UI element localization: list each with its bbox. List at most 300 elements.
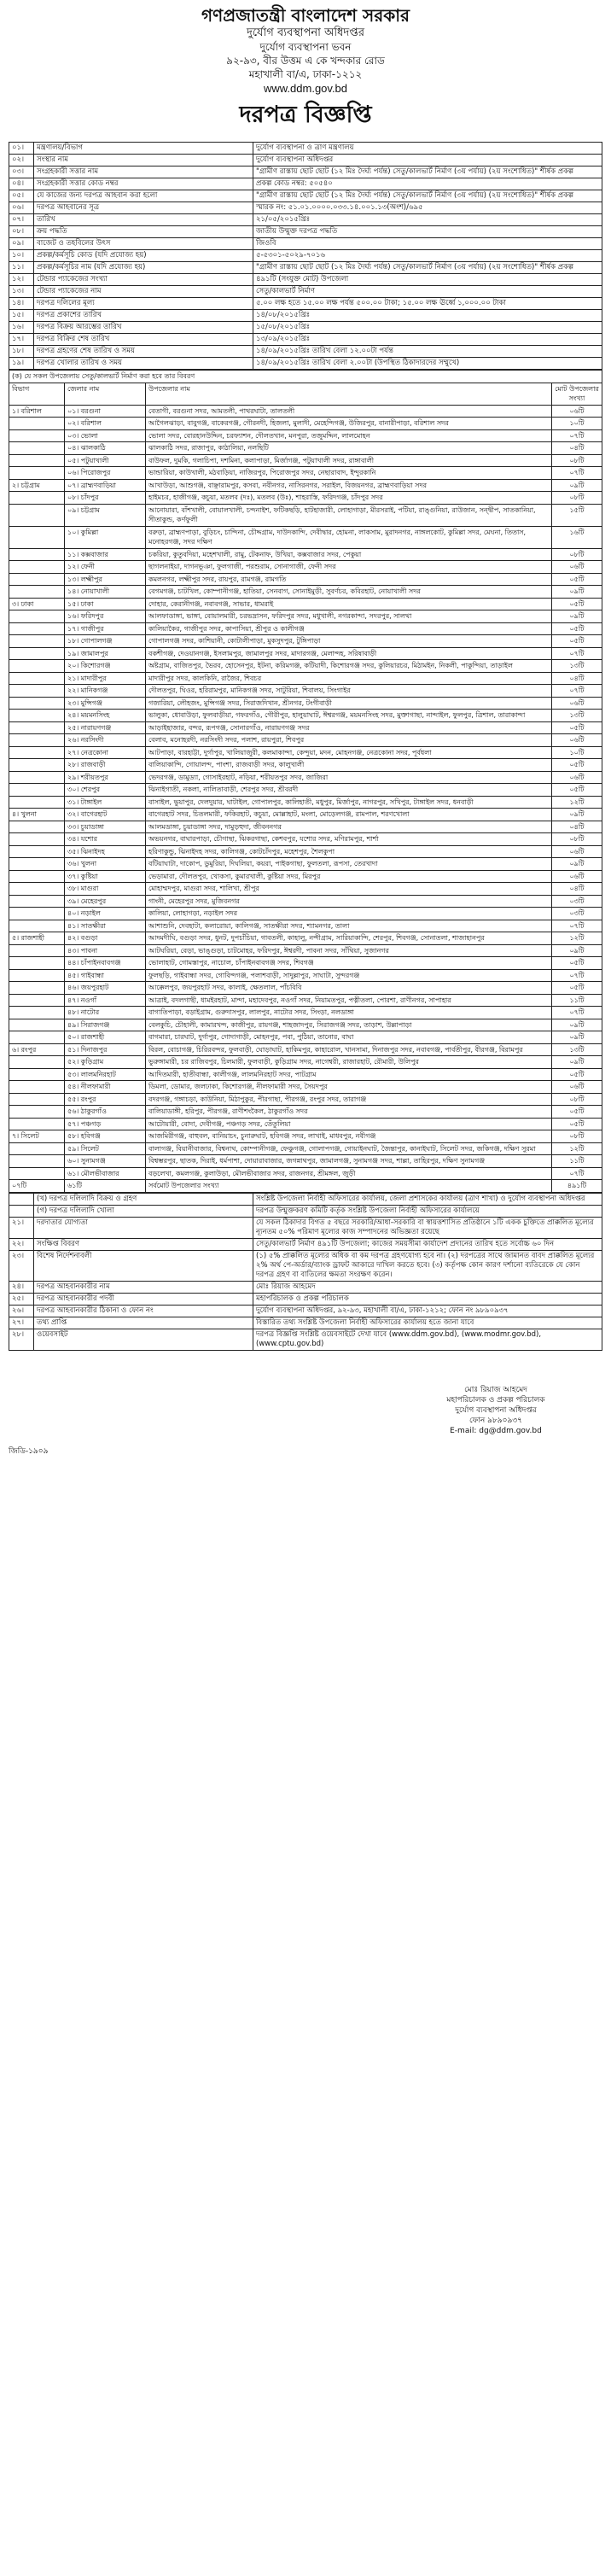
signer-email[interactable]: E-mail: dg@ddm.gov.bd [450,1426,542,1435]
district-row [9,1081,602,1094]
district-cell: ৪৬। জয়পুরহাট [65,982,146,995]
upazila-cell: মোহাম্মদপুর, মাগুরা সদর, শালিখা, শ্রীপুর [146,883,552,896]
upazila-cell: ঝালকাঠি সদর, রাজাপুর, কাঠালিয়া, নলছিটি [146,442,552,455]
section-note: (ক) যে সকল উপজেলায় সেতু/কালভার্ট নির্মাণ করা হবে তার বিবরণ [9,371,602,383]
count-cell: ০৭টি [552,1167,602,1180]
info-row [9,238,602,250]
count-cell: ০৫টি [552,1068,602,1081]
count-cell: ১২টি [552,796,602,809]
district-row [9,1043,602,1056]
terms-value: দুর্যোগ ব্যবস্থাপনা অধিদপ্তর, ৯২-৯৩, মহাখালী বা/এ, ঢাকা-১২১২; ফোন নং ৯৮৯০৯৩৭ [253,1305,602,1317]
info-label: টেন্ডার প্যাকেজের সংখ্যা [34,274,253,286]
district-cell: ২০। কিশোরগঞ্জ [65,660,146,673]
terms-label: দরপত্র আহবানকারীর ঠিকানা ও ফোন নং [34,1305,253,1317]
district-row [9,418,602,430]
district-cell: ০৩। ভোলা [65,429,146,442]
info-no: ১০। [9,250,34,262]
division-cell [9,635,65,648]
district-row [9,647,602,660]
district-row [9,845,602,858]
upazila-cell: বিশ্বম্ভরপুর, ছাতক, দিরাই, ধর্মপাশা, দোয়ারাবাজার, জগন্নাথপুর, জামালগঞ্জ, সুনামগঞ্জ সদর, শাল্লা, তাহিরপুর, দক্ষিণ সুনামগঞ্জ [146,1155,552,1168]
upazila-cell: দোহার, কেরানীগঞ্জ, নবাবগঞ্জ, সাভার, ধামরাই [146,598,552,610]
division-cell [9,697,65,710]
district-cell: ৫৩। লালমনিরহাট [65,1068,146,1081]
district-row [9,598,602,610]
upazila-cell: বাগেরহাট সদর, চিতলমারী, ফকিরহাট, কচুয়া, মোল্লাহাট, মংলা, মোড়েলগঞ্জ, রামপাল, শরণখোলা [146,809,552,821]
upazila-cell: আজমিরীগঞ্জ, বাহুবল, বানিয়াচং, চুনারুঘাট, হবিগঞ্জ সদর, লাখাই, মাধবপুর, নবীগঞ্জ [146,1130,552,1143]
district-row [9,932,602,945]
count-cell: ১০টি [552,746,602,759]
upazila-cell: অষ্টগ্রাম, বাজিতপুর, ভৈরব, হোসেনপুর, ইটনা, করিমগঞ্জ, কটিয়াদী, কিশোরগঞ্জ সদর, কুলিয়ারচর, মিঠামইন, নিকলী, পাকুন্দিয়া, তাড়াইল [146,660,552,673]
district-row [9,548,602,561]
count-cell: ০৯টি [552,1019,602,1031]
terms-value: দরপত্র উন্মুক্তকরণ কমিটি কর্তৃক সংশ্লিষ্ট উপজেলা নির্বাহী অফিসারের কার্যালয়ে [253,1205,602,1217]
district-cell: ৪২। বগুড়া [65,932,146,945]
upazila-cell: কালিয়া, লোহাগড়া, নড়াইল সদর [146,908,552,920]
upazila-cell: ডিমলা, ডোমার, জলঢাকা, কিশোরগঞ্জ, নীলফামারী সদর, সৈয়দপুর [146,1081,552,1094]
division-cell [9,1155,65,1168]
info-label: দরপত্র খোলার তারিখ ও সময় [34,358,253,370]
division-cell [9,969,65,982]
info-no: ১১। [9,262,34,274]
terms-row [9,1205,602,1217]
footer [9,1445,602,1457]
district-row [9,1155,602,1168]
district-row [9,908,602,920]
division-cell [9,1106,65,1119]
count-cell: ০৫টি [552,784,602,797]
district-cell: ৫৫। রংপুর [65,1093,146,1106]
district-cell: ১৭। গাজীপুর [65,622,146,635]
district-row [9,492,602,505]
info-row [9,226,602,238]
district-row [9,994,602,1007]
district-row [9,883,602,896]
upazila-cell: আগৈলঝাড়া, বাবুগঞ্জ, বাকেরগঞ্জ, গৌরনদী, হিজলা, মুলাদী, মেহেন্দিগঞ্জ, উজিরপুর, বানারীপাড়া, বরিশাল সদর [146,418,552,430]
upazila-cell: আটোয়ারী, বোদা, দেবীগঞ্জ, পঞ্চগড় সদর, তেঁতুলিয়া [146,1118,552,1130]
info-no: ১৭। [9,334,34,346]
count-cell: ০৫টি [552,1106,602,1119]
info-label: সংস্থার নাম [34,155,253,166]
district-row [9,660,602,673]
terms-value: মোঃ রিয়াজ আহমেদ [253,1281,602,1293]
info-label: সংগ্রহকারী সত্তার কোড নম্বর [34,178,253,190]
upazila-cell: বেতাগী, বরগুনা সদর, আমতলী, পাথরঘাটা, তালতলী [146,405,552,418]
terms-table [9,1193,602,1351]
upazila-cell: ফুলছড়ি, গাইবান্ধা সদর, গোবিন্দগঞ্জ, পলাশবাড়ী, সাদুল্লাপুর, সাঘাটা, সুন্দরগঞ্জ [146,969,552,982]
letterhead [9,5,602,130]
upazila-cell: চকরিয়া, কুতুবদিয়া, মহেশখালী, রামু, টেকনাফ, উখিয়া, কক্সবাজার সদর, পেকুয়া [146,548,552,561]
info-row [9,214,602,226]
upazila-cell: বড়লেখা, কমলগঞ্জ, কুলাউড়া, মৌলভীবাজার সদর, রাজনগর, শ্রীমঙ্গল, জুড়ী [146,1167,552,1180]
terms-row [9,1281,602,1293]
upazila-cell: বিরল, বোচাগঞ্জ, চিরিরবন্দর, ফুলবাড়ী, ঘোড়াঘাট, হাকিমপুর, কাহারোল, খানসামা, দিনাজপুর সদর, নবাবগঞ্জ, পার্বতীপুর, বীরগঞ্জ, বিরামপুর [146,1043,552,1056]
division-cell [9,771,65,784]
upazila-cell: হাইমচর, হাজীগঞ্জ, কচুয়া, মতলব (দঃ), মতলব (উঃ), শাহরাস্তি, ফরিদগঞ্জ, চাঁদপুর সদর [146,492,552,505]
info-row [9,322,602,334]
info-row [9,250,602,262]
district-cell: ৩৬। খুলনা [65,858,146,871]
district-row [9,784,602,797]
district-cell: ১৯। জামালপুর [65,647,146,660]
district-row [9,982,602,995]
count-cell: ০৬টি [552,771,602,784]
upazila-cell: বাগমারা, চারঘাট, দুর্গাপুর, গোদাগাড়ী, মোহনপুর, পবা, পুঠিয়া, তানোর, বাঘা [146,1031,552,1044]
district-row [9,944,602,957]
district-header-row [9,383,602,405]
upazila-cell: গাংনী, মেহেরপুর সদর, মুজিবনগর [146,895,552,908]
count-cell: ১৫টি [552,504,602,526]
district-cell: ১০। কুমিল্লা [65,526,146,548]
info-label: দরপত্র গ্রহণের শেষ তারিখ ও সময় [34,346,253,358]
terms-no: ২৫। [9,1293,34,1305]
info-value: জাতীয় উন্মুক্ত দরপত্র পদ্ধতি [253,226,602,238]
terms-value: (১) ৫% প্রাক্কলিত মূল্যের অধিক বা কম দরপত্র গ্রহণযোগ্য হবে না। (২) দরপত্রের সাথে জামানত বাবদ প্রাক্কলিত মূল্যের ২% অর্থ পে-অর্ডার/ব্যাংক ড্রাফট আকারে দাখিল করতে হবে। (৩) কর্তৃপক্ষ কোন কারণ দর্শানো ব্যতিরেকে যে কোন দরপত্র গ্রহণ বা বাতিলের ক্ষমতা সংরক্ষণ করেন। [253,1250,602,1281]
info-row [9,262,602,274]
district-cell: ১১। কক্সবাজার [65,548,146,561]
division-cell [9,622,65,635]
terms-row [9,1193,602,1205]
info-no: ০৯। [9,238,34,250]
district-cell: ৩৯। মেহেরপুর [65,895,146,908]
count-cell: ০৪টি [552,442,602,455]
division-cell [9,759,65,772]
info-row [9,143,602,155]
count-cell: ০৫টি [552,759,602,772]
division-cell [9,833,65,846]
district-row [9,685,602,698]
info-row [9,190,602,202]
district-row [9,504,602,526]
count-cell: ০৯টি [552,944,602,957]
info-value: ১৪/০৯/২০১৫খ্রিঃ তারিখ বেলা ১২.০০টা পর্যন্ত [253,346,602,358]
terms-row [9,1238,602,1250]
info-value: "গ্রামীণ রাস্তায় ছোট ছোট (১২ মিঃ দৈর্ঘ্য পর্যন্ত) সেতু/কালভার্ট নির্মাণ (৩য় পর্যায়) (২য় সংশোধিত)" শীর্ষক প্রকল্প [253,262,602,274]
terms-row [9,1305,602,1317]
terms-row [9,1217,602,1238]
info-row [9,286,602,298]
info-value: সেতু/কালভার্ট নির্মাণ [253,286,602,298]
division-cell [9,1031,65,1044]
count-cell: ০৯টি [552,809,602,821]
division-cell [9,573,65,586]
info-row [9,166,602,178]
count-cell: ০৮টি [552,1093,602,1106]
district-cell: ১২। ফেনী [65,561,146,574]
upazila-cell: আত্রাই, বদলগাছী, ধামইরহাট, মান্দা, মহাদেবপুর, নওগাঁ সদর, নিয়ামতপুর, পত্নীতলা, পোরশা, রাণীনগর, সাপাহার [146,994,552,1007]
district-row [9,586,602,599]
district-cell: ৫৮। হবিগঞ্জ [65,1130,146,1143]
upazila-cell: ছাগলনাইয়া, দাগনভূঞা, ফুলগাজী, পরশুরাম, সোনাগাজী, ফেনী সদর [146,561,552,574]
district-cell: ৫৭। পঞ্চগড় [65,1118,146,1130]
district-row [9,796,602,809]
count-cell: ০৮টি [552,454,602,467]
count-cell: ০৭টি [552,467,602,480]
col-division: বিভাগ [9,383,65,405]
division-cell [9,504,65,526]
info-no: ০৫। [9,190,34,202]
info-row [9,334,602,346]
division-cell [9,492,65,505]
district-cell: ০৬। পিরোজপুর [65,467,146,480]
district-row [9,1031,602,1044]
district-cell: ৪০। নড়াইল [65,908,146,920]
notice-title: দরপত্র বিজ্ঞপ্তি [239,102,372,128]
district-cell: ৫২। কুড়িগ্রাম [65,1056,146,1069]
upazila-cell: আলফাডাঙ্গা, ভাঙ্গা, বোয়ালমারী, চরভদ্রাসন, ফরিদপুর সদর, মধুখালী, নগরকান্দা, সদরপুর, সালথা [146,610,552,623]
website-link[interactable]: www.ddm.gov.bd [263,82,348,95]
terms-no: ২৬। [9,1305,34,1317]
signer-phone: ফোন ৯৮৯০৯৩৭ [469,1416,522,1425]
district-cell: ১৫। ঢাকা [65,598,146,610]
col-upazila: উপজেলার নাম [146,383,552,405]
info-value: প্রকল্প কোড নম্বর: ৫০৫৪০ [253,178,602,190]
count-cell: ১২টি [552,1142,602,1155]
count-cell: ০৭টি [552,685,602,698]
terms-label: (গ) দরপত্র দলিলাদি খোলা [34,1205,253,1217]
info-no: ০৭। [9,214,34,226]
building-name: দুর্যোগ ব্যবস্থাপনা ভবন [259,41,352,53]
upazila-cell: বেগমগঞ্জ, চাটখিল, কোম্পানীগঞ্জ, হাতিয়া, সেনবাগ, সোনাইমুড়ী, সুবর্ণচর, কবিরহাট, নোয়াখালী সদর [146,586,552,599]
info-table [9,142,602,370]
district-cell: ৪৭। নওগাঁ [65,994,146,1007]
district-row [9,635,602,648]
district-cell: ৩১। টাঙ্গাইল [65,796,146,809]
terms-label: বিশেষ নির্দেশনাবলী [34,1250,253,1281]
district-cell: ১৮। গোপালগঞ্জ [65,635,146,648]
upazila-cell: কমলনগর, লক্ষ্মীপুর সদর, রায়পুর, রামগঞ্জ, রামগতি [146,573,552,586]
terms-value: মহাপরিচালক ও প্রকল্প পরিচালক [253,1293,602,1305]
division-cell [9,442,65,455]
district-cell: ২১। মাদারীপুর [65,672,146,685]
upazila-cell: আনোয়ারা, বাঁশখালী, বোয়ালখালী, চন্দনাইশ, ফটিকছড়ি, হাটহাজারী, লোহাগাড়া, মীরসরাই, পটিয়া, রাঙ্গুনিয়া, রাউজান, সন্দ্বীপ, সাতকানিয়া, সীতাকুন্ড, কর্ণফুলী [146,504,552,526]
info-row [9,358,602,370]
info-label: দরপত্র বিক্রির শেষ তারিখ [34,334,253,346]
district-cell: ৫৬। ঠাকুরগাঁও [65,1106,146,1119]
upazila-cell: ভালুকা, ধোবাউড়া, ফুলবাড়ীয়া, গফরগাঁও, গৌরীপুর, হালুয়াঘাট, ঈশ্বরগঞ্জ, ময়মনসিংহ সদর, মুক্তাগাছা, নান্দাইল, ফুলপুর, ত্রিশাল, তারাকান্দা [146,710,552,722]
division-cell [9,1118,65,1130]
count-cell: ০৪টি [552,883,602,896]
terms-label: দরপত্র আহবানকারীর পদবী [34,1293,253,1305]
count-cell: ০৬টি [552,734,602,747]
district-row [9,1093,602,1106]
count-cell: ০৫টি [552,721,602,734]
info-no: ১৩। [9,286,34,298]
district-row [9,858,602,871]
upazila-cell: অভয়নগর, বাঘারপাড়া, চৌগাছা, ঝিকরগাছা, কেশবপুর, যশোর সদর, মণিরামপুর, শার্শা [146,833,552,846]
info-value: জিওবি [253,238,602,250]
upazila-cell: বটিয়াঘাটা, দাকোপ, ডুমুরিয়া, দিঘলিয়া, কয়রা, পাইকগাছা, ফুলতলা, রূপসা, তেরখাদা [146,858,552,871]
district-cell: ০৯। চট্টগ্রাম [65,504,146,526]
district-row [9,721,602,734]
terms-no: ২২। [9,1238,34,1250]
info-value: "গ্রামীণ রাস্তায় ছোট ছোট (১২ মিঃ দৈর্ঘ্য পর্যন্ত) সেতু/কালভার্ট নির্মাণ (৩য় পর্যায়) (২য় সংশোধিত)" শীর্ষক প্রকল্প [253,166,602,178]
info-value: ১৪/০৯/২০১৫খ্রিঃ তারিখ বেলা ২.০০টা (উপস্থিত ঠিকাদারদের সম্মুখে) [253,358,602,370]
district-row [9,672,602,685]
upazila-cell: ভোলা সদর, বোরহানউদ্দিন, চরফ্যাশন, দৌলতখান, মনপুরা, তজুমদ্দিন, লালমোহন [146,429,552,442]
division-cell [9,1142,65,1155]
info-label: সংগ্রহকারী সত্তার নাম [34,166,253,178]
district-row [9,561,602,574]
upazila-cell: বাউফল, দুমকি, গলাচিপা, দশমিনা, কলাপাড়া, মির্জাগঞ্জ, পটুয়াখালী সদর, রাঙ্গাবালী [146,454,552,467]
division-cell [9,994,65,1007]
count-cell: ০৯টি [552,858,602,871]
info-no: ১২। [9,274,34,286]
count-cell: ০৫টি [552,635,602,648]
district-cell: ২২। মানিকগঞ্জ [65,685,146,698]
district-row [9,809,602,821]
upazila-cell: আদিতমারী, হাতীবান্ধা, কালীগঞ্জ, লালমনিরহাট সদর, পাটগ্রাম [146,1068,552,1081]
division-cell: ৪। খুলনা [9,809,65,821]
terms-label: তথ্য প্রাপ্তি [34,1317,253,1329]
info-label: বাজেট ও তহবিলের উৎস [34,238,253,250]
division-cell [9,1007,65,1019]
info-no: ১৪। [9,298,34,310]
district-cell: ৪৪। চাঁপাইনবাবগঞ্জ [65,957,146,970]
count-cell: ০৭টি [552,647,602,660]
district-cell: ৩০। শেরপুর [65,784,146,797]
district-cell: ৬১টি [65,1180,146,1193]
division-cell [9,721,65,734]
division-cell [9,418,65,430]
count-cell: ১১টি [552,994,602,1007]
division-cell [9,647,65,660]
info-value: ৫.০০ লক্ষ হতে ১৫.০০ লক্ষ পর্যন্ত ৫০০.০০ টাকা; ১৫.০০ লক্ষ ঊর্ধ্বে ১,০০০.০০ টাকা [253,298,602,310]
count-cell: ০৬টি [552,697,602,710]
division-cell [9,1093,65,1106]
district-cell: ০৭। ব্রাহ্মণবাড়িয়া [65,479,146,492]
upazila-cell: বালাগঞ্জ, বিয়ানীবাজার, বিশ্বনাথ, কোম্পানীগঞ্জ, ফেঞ্চুগঞ্জ, গোলাপগঞ্জ, গোয়াইনঘাট, জৈন্তাপুর, কানাইঘাট, সিলেট সদর, জকিগঞ্জ, দক্ষিণ সুরমা [146,1142,552,1155]
upazila-cell: বকশীগঞ্জ, দেওয়ানগঞ্জ, ইসলামপুর, জামালপুর সদর, মাদারগঞ্জ, মেলান্দহ, সরিষাবাড়ী [146,647,552,660]
count-cell: ১২টি [552,932,602,945]
terms-label: সংক্ষিপ্ত বিবরণ [34,1238,253,1250]
district-row [9,734,602,747]
count-cell: ০৯টি [552,1031,602,1044]
district-row [9,969,602,982]
info-row [9,298,602,310]
district-cell: ৫০। রাজশাহী [65,1031,146,1044]
count-cell: ০৮টি [552,1130,602,1143]
upazila-cell: ঝিনাইগাতী, নকলা, নালিতাবাড়ী, শেরপুর সদর, শ্রীবরদী [146,784,552,797]
terms-no: ২৭। [9,1317,34,1329]
terms-value: দরপত্র বিজ্ঞপ্তি সংশ্লিষ্ট ওয়েবসাইটে দেখা যাবে (www.ddm.gov.bd), (www.modmr.gov.bd), (www.cptu.gov.bd) [253,1329,602,1350]
division-cell [9,1081,65,1094]
signature-block [389,1385,602,1436]
division-cell [9,883,65,896]
district-row [9,1019,602,1031]
info-label: ক্রয় পদ্ধতি [34,226,253,238]
info-value: দুর্যোগ ব্যবস্থাপনা অধিদপ্তর [253,155,602,166]
upazila-cell: আটপাড়া, বারহাট্টা, দুর্গাপুর, খালিয়াজুরী, কলমাকান্দা, কেন্দুয়া, মদন, মোহনগঞ্জ, নেত্রকোনা সদর, পূর্বধলা [146,746,552,759]
terms-value: সেতু/কালভার্ট নির্মাণ ৪৯১টি উপজেলা; কাজের সময়সীমা কার্যাদেশ প্রদানের তারিখ হতে সর্বোচ্চ ৬০ দিন [253,1238,602,1250]
count-cell: ১৩টি [552,1043,602,1056]
district-row [9,526,602,548]
district-cell: ২৫। নারায়ণগঞ্জ [65,721,146,734]
count-cell: ০৩টি [552,908,602,920]
upazila-cell: গোপালগঞ্জ সদর, কাশিয়ানী, কোটালীপাড়া, মুকসুদপুর, টুঙ্গিপাড়া [146,635,552,648]
info-no: ০২। [9,155,34,166]
division-cell [9,1056,65,1069]
division-cell [9,957,65,970]
district-cell: ২৪। ময়মনসিংহ [65,710,146,722]
count-cell: ০৮টি [552,492,602,505]
division-cell: ৩। ঢাকা [9,598,65,610]
count-cell: ৪৯১টি [552,1180,602,1193]
division-cell [9,672,65,685]
section-note-row [9,371,602,383]
upazila-cell: আটঘরিয়া, বেড়া, ভাঙ্গুড়া, চাটমোহর, ফরিদপুর, ঈশ্বরদী, পাবনা সদর, সাঁথিয়া, সুজানগর [146,944,552,957]
signer-office: দুর্যোগ ব্যবস্থাপনা অধিদপ্তর [455,1405,537,1415]
terms-no: ২৪। [9,1281,34,1293]
district-row [9,1118,602,1130]
count-cell: ০৯টি [552,610,602,623]
district-row [9,1007,602,1019]
upazila-cell: বদরগঞ্জ, গঙ্গাচড়া, কাউনিয়া, মিঠাপুকুর, পীরগাছা, পীরগঞ্জ, রংপুর সদর, তারাগঞ্জ [146,1093,552,1106]
district-row [9,771,602,784]
terms-row [9,1329,602,1350]
district-row [9,1180,602,1193]
district-row [9,429,602,442]
district-row [9,622,602,635]
upazila-cell: মাদারীপুর সদর, কালকিনি, রাজৈর, শিবচর [146,672,552,685]
terms-value: বিস্তারিত তথ্য সংশ্লিষ্ট উপজেলা নির্বাহী অফিসারের কার্যালয় হতে জানা যাবে [253,1317,602,1329]
upazila-cell: বাগাতিপাড়া, বড়াইগ্রাম, গুরুদাসপুর, লালপুর, নাটোর সদর, সিংড়া, নলডাঙ্গা [146,1007,552,1019]
info-no: ০৮। [9,226,34,238]
info-row [9,155,602,166]
count-cell: ০৮টি [552,548,602,561]
terms-label: (খ) দরপত্র দলিলাদি বিক্রয় ও গ্রহণ [34,1193,253,1205]
district-row [9,746,602,759]
terms-row [9,1250,602,1281]
count-cell: ১০টি [552,418,602,430]
department-name: দুর্যোগ ব্যবস্থাপনা অধিদপ্তর [247,26,364,39]
info-value: ১৫/০৮/২০১৫খ্রিঃ [253,322,602,334]
upazila-cell: বালিয়াডাঙ্গী, হরিপুর, পীরগঞ্জ, রাণীশংকৈল, ঠাকুরগাঁও সদর [146,1106,552,1119]
division-cell: ৬। রংপুর [9,1043,65,1056]
count-cell: ০৯টি [552,479,602,492]
info-no: ০৩। [9,166,34,178]
district-cell: ০৪। ঝালকাঠি [65,442,146,455]
info-label: প্রকল্প/কর্মসূচির নাম (যদি প্রযোজ্য হয়) [34,262,253,274]
district-cell: ৪৫। গাইবান্ধা [65,969,146,982]
info-no: ০৪। [9,178,34,190]
district-row [9,957,602,970]
info-value: ২১/০৫/২০১৫খ্রিঃ [253,214,602,226]
division-cell [9,796,65,809]
info-row [9,178,602,190]
district-table [9,370,602,1193]
division-cell [9,454,65,467]
division-cell [9,870,65,883]
district-cell: ০৫। পটুয়াখালী [65,454,146,467]
district-cell: ৬০। সুনামগঞ্জ [65,1155,146,1168]
district-row [9,833,602,846]
count-cell: ০৭টি [552,920,602,932]
upazila-cell: ভেদরগঞ্জ, ডামুড্যা, গোসাইরহাট, নড়িয়া, শরীয়তপুর সদর, জাজিরা [146,771,552,784]
district-row [9,821,602,833]
info-label: টেন্ডার প্যাকেজের নাম [34,286,253,298]
district-cell: ১৩। লক্ষ্মীপুর [65,573,146,586]
district-cell: ৩৮। মাগুরা [65,883,146,896]
district-cell: ৩৪। যশোর [65,833,146,846]
info-label: দরপত্র বিক্রয় আরম্ভের তারিখ [34,322,253,334]
footer-code: জিডি-১৯০৯ [9,1446,49,1456]
upazila-cell: হরিণাকুন্ডু, ঝিনাইদহ সদর, কালিগঞ্জ, কোটচাঁদপুর, মহেশপুর, শৈলকুপা [146,845,552,858]
division-cell [9,467,65,480]
division-cell [9,548,65,561]
division-cell [9,586,65,599]
count-cell: ০৬টি [552,1081,602,1094]
